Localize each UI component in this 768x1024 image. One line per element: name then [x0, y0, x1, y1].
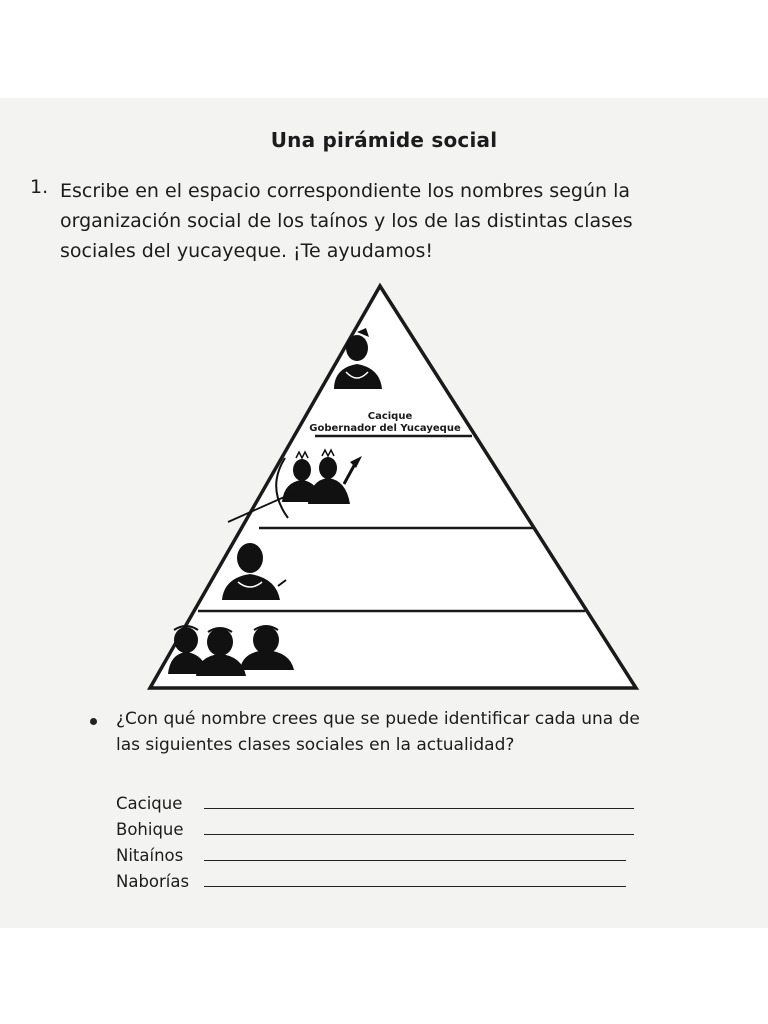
answer-list [116, 787, 634, 891]
bullet-question [116, 706, 716, 758]
bullet-line-2: las siguientes clases sociales en la actualidad? [116, 735, 515, 755]
cacique-subtitle: Gobernador del Yucayeque [309, 423, 461, 434]
answer-label: Cacique [116, 794, 183, 813]
answer-row-bohique [116, 813, 634, 839]
answer-blank-line[interactable] [204, 844, 626, 861]
answer-row-naborias [116, 865, 634, 891]
answer-row-nitainos [116, 839, 634, 865]
question-line-2: organización social de los taínos y los de las distintas clases [60, 210, 633, 232]
answer-blank-line[interactable] [204, 870, 626, 887]
answer-blank-line[interactable] [204, 792, 634, 809]
question-line-1: Escribe en el espacio correspondiente los nombres según la [60, 180, 630, 202]
answer-label: Nitaínos [116, 846, 184, 865]
answer-blank-line[interactable] [204, 818, 634, 835]
bullet-line-1: ¿Con qué nombre crees que se puede identificar cada una de [116, 709, 640, 729]
bullet-icon [90, 718, 97, 725]
page-title: Una pirámide social [270, 128, 498, 152]
question-number: 1. [30, 176, 49, 198]
answer-row-cacique [116, 787, 634, 813]
question-line-3: sociales del yucayeque. ¡Te ayudamos! [60, 240, 434, 262]
answer-label: Naborías [116, 872, 190, 891]
answer-label: Bohique [116, 820, 184, 839]
cacique-label: Cacique [367, 411, 413, 422]
